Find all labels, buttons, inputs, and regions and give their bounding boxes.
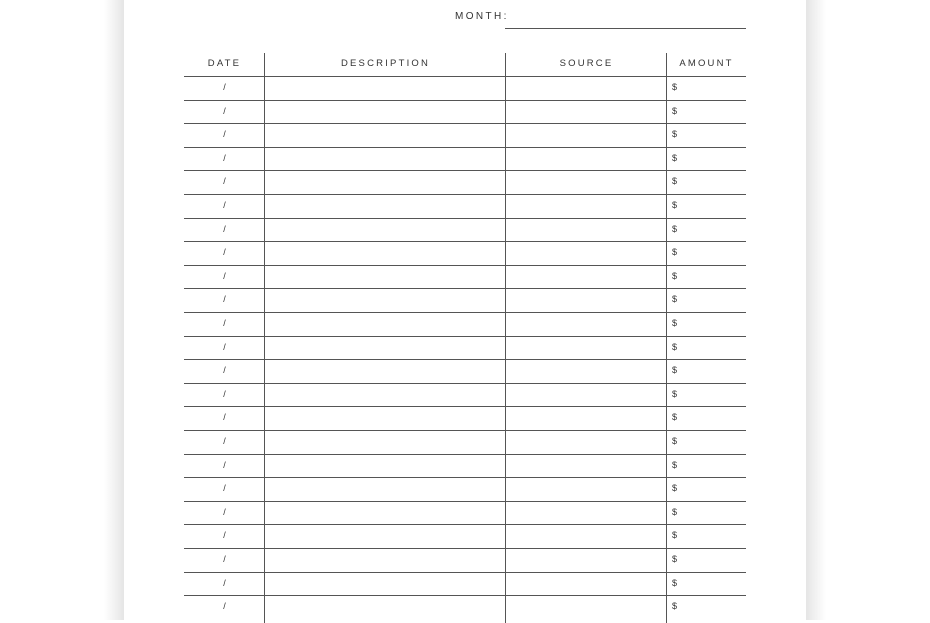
amount-cell[interactable]: $ <box>672 530 678 541</box>
date-cell[interactable]: / <box>223 341 226 352</box>
income-log-page <box>124 0 806 620</box>
amount-cell[interactable]: $ <box>672 129 678 140</box>
page-shadow-right <box>806 0 826 620</box>
amount-cell[interactable]: $ <box>672 341 678 352</box>
date-cell[interactable]: / <box>223 388 226 399</box>
date-cell[interactable]: / <box>223 506 226 517</box>
date-cell[interactable]: / <box>223 436 226 446</box>
amount-cell[interactable]: $ <box>672 365 678 376</box>
date-cell[interactable]: / <box>223 247 226 258</box>
date-cell[interactable]: / <box>223 105 226 116</box>
date-cell[interactable]: / <box>223 129 226 140</box>
amount-cell[interactable]: $ <box>672 483 678 494</box>
header-source: SOURCE <box>559 58 614 69</box>
date-cell[interactable]: / <box>223 82 226 92</box>
amount-cell[interactable]: $ <box>672 577 678 588</box>
date-cell[interactable]: / <box>223 176 226 187</box>
amount-cell[interactable]: $ <box>672 176 678 187</box>
date-cell[interactable]: / <box>223 294 226 305</box>
table-row[interactable] <box>184 383 746 407</box>
table-row[interactable] <box>184 454 746 478</box>
amount-cell[interactable]: $ <box>672 318 678 328</box>
table-row[interactable] <box>184 336 746 360</box>
amount-cell[interactable]: $ <box>672 412 678 423</box>
table-row[interactable] <box>184 76 746 100</box>
table-row[interactable] <box>184 312 746 336</box>
date-cell[interactable]: / <box>223 530 226 541</box>
table-row[interactable] <box>184 477 746 501</box>
table-row[interactable] <box>184 100 746 124</box>
date-cell[interactable]: / <box>223 577 226 588</box>
date-cell[interactable]: / <box>223 412 226 423</box>
header-description: DESCRIPTION <box>340 58 431 69</box>
amount-cell[interactable]: $ <box>672 223 678 234</box>
table-row[interactable] <box>184 595 746 619</box>
date-cell[interactable]: / <box>223 601 226 612</box>
table-row[interactable] <box>184 194 746 218</box>
date-cell[interactable]: / <box>223 200 226 210</box>
date-cell[interactable]: / <box>223 152 226 163</box>
table-row[interactable] <box>184 288 746 312</box>
amount-cell[interactable]: $ <box>672 294 678 305</box>
table-row[interactable] <box>184 241 746 265</box>
amount-cell[interactable]: $ <box>672 270 678 281</box>
amount-cell[interactable]: $ <box>672 82 678 92</box>
header-date: DATE <box>207 58 242 69</box>
table-row[interactable] <box>184 123 746 147</box>
amount-cell[interactable]: $ <box>672 459 678 470</box>
date-cell[interactable]: / <box>223 554 226 564</box>
amount-cell[interactable]: $ <box>672 506 678 517</box>
date-cell[interactable]: / <box>223 318 226 328</box>
date-cell[interactable]: / <box>223 223 226 234</box>
page-shadow-left <box>104 0 124 620</box>
table-row[interactable] <box>184 524 746 548</box>
table-row[interactable] <box>184 359 746 383</box>
date-cell[interactable]: / <box>223 270 226 281</box>
amount-cell[interactable]: $ <box>672 601 678 612</box>
table-row[interactable] <box>184 501 746 525</box>
amount-cell[interactable]: $ <box>672 247 678 258</box>
amount-cell[interactable]: $ <box>672 152 678 163</box>
table-row[interactable] <box>184 218 746 242</box>
table-row[interactable] <box>184 265 746 289</box>
amount-cell[interactable]: $ <box>672 436 678 446</box>
table-row[interactable] <box>184 548 746 572</box>
header-amount: AMOUNT <box>679 58 734 69</box>
date-cell[interactable]: / <box>223 483 226 494</box>
amount-cell[interactable]: $ <box>672 388 678 399</box>
table-row[interactable] <box>184 430 746 454</box>
date-cell[interactable]: / <box>223 459 226 470</box>
table-row[interactable] <box>184 170 746 194</box>
month-field[interactable] <box>505 28 746 29</box>
table-row[interactable] <box>184 572 746 596</box>
date-cell[interactable]: / <box>223 365 226 376</box>
amount-cell[interactable]: $ <box>672 105 678 116</box>
table-row[interactable] <box>184 406 746 430</box>
table-row[interactable] <box>184 147 746 171</box>
amount-cell[interactable]: $ <box>672 200 678 210</box>
month-label: MONTH: <box>455 11 509 22</box>
amount-cell[interactable]: $ <box>672 554 678 564</box>
